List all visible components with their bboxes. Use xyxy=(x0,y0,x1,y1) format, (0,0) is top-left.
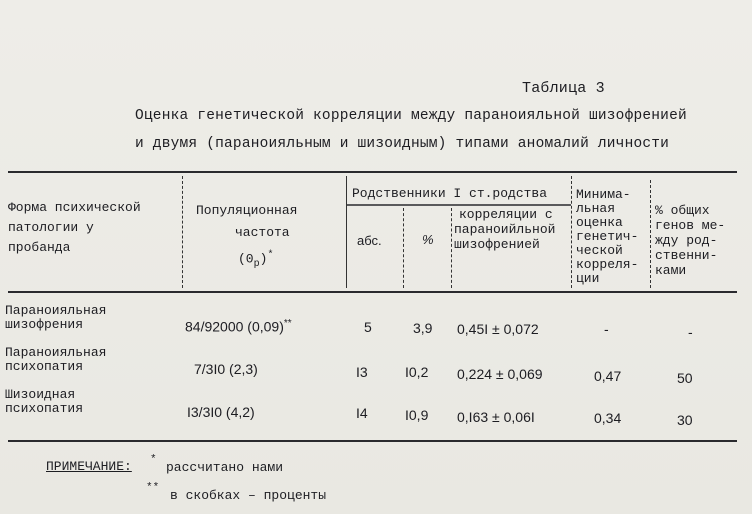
header-genes-line-3: жду род- xyxy=(655,233,718,248)
row-1-form-line-2: шизофрения xyxy=(5,317,84,332)
row-2-abs: I3 xyxy=(356,364,368,380)
header-min-line-1: Минима- xyxy=(576,187,631,202)
header-pct: % xyxy=(422,232,434,247)
row-3-min: 0,34 xyxy=(594,410,622,426)
header-min-line-7: ции xyxy=(576,271,600,286)
header-genes-line-4: ственни- xyxy=(655,248,718,263)
header-genes-line-5: ками xyxy=(655,263,687,278)
header-min-line-6: корреля- xyxy=(576,257,639,272)
table-title-line-1: Оценка генетической корреляции между параноияльной шизофренией xyxy=(135,108,687,124)
row-1-abs: 5 xyxy=(364,319,372,335)
header-min-line-5: ческой xyxy=(576,243,623,258)
header-form-line-3: пробанда xyxy=(8,240,71,255)
header-genes-line-1: % общих xyxy=(655,203,710,218)
row-3-form-line-2: психопатия xyxy=(5,401,84,416)
row-3-freq: I3/3I0 (4,2) xyxy=(187,404,255,420)
row-3-corr: 0,I63 ± 0,06I xyxy=(457,409,535,425)
row-3-form-line-1: Шизоидная xyxy=(5,387,76,402)
table-number: Таблица 3 xyxy=(522,80,605,97)
header-min-line-2: льная xyxy=(576,201,616,216)
header-corr-line-1: корреляции с xyxy=(459,207,553,222)
note-label: ПРИМЕЧАНИЕ: xyxy=(46,459,132,474)
note-mark-1: * xyxy=(150,454,157,466)
header-genes-line-2: генов ме- xyxy=(655,218,726,233)
row-1-form-line-1: Параноияльная xyxy=(5,303,107,318)
row-2-genes: 50 xyxy=(677,370,693,386)
table-title-line-2: и двумя (параноияльным и шизоидным) типами аномалий личности xyxy=(135,136,670,152)
header-min-line-3: оценка xyxy=(576,215,623,230)
col-divider-2 xyxy=(346,176,347,288)
row-1-freq: 84/92000 (0,09)** xyxy=(185,318,292,335)
col-divider-1 xyxy=(182,176,183,288)
row-1-min: - xyxy=(604,321,609,337)
header-form-line-2: патологии у xyxy=(8,220,94,235)
note-mark-2: ** xyxy=(146,482,160,494)
col-divider-5 xyxy=(571,176,572,288)
row-2-pct: I0,2 xyxy=(405,364,429,380)
row-1-pct: 3,9 xyxy=(413,320,433,336)
header-freq-formula: $(0_p)^*$ xyxy=(238,250,274,270)
row-3-pct: I0,9 xyxy=(405,407,429,423)
row-2-min: 0,47 xyxy=(594,368,622,384)
row-2-corr: 0,224 ± 0,069 xyxy=(457,366,543,382)
header-freq-line-2: частота xyxy=(235,225,290,240)
row-3-abs: I4 xyxy=(356,405,368,421)
header-form-line-1: Форма психической xyxy=(8,200,141,215)
header-min-line-4: генетич- xyxy=(576,229,639,244)
row-2-form-line-2: психопатия xyxy=(5,359,84,374)
note-text-2: в скобках – проценты xyxy=(170,488,327,503)
header-corr-line-2: параноийльной xyxy=(454,222,556,237)
col-divider-3 xyxy=(403,208,404,288)
header-relatives: Родственники I ст.родства xyxy=(352,186,548,201)
header-corr-line-3: шизофренией xyxy=(454,237,540,252)
row-1-genes: - xyxy=(688,324,693,340)
note-text-1: рассчитано нами xyxy=(166,460,284,475)
row-2-freq: 7/3I0 (2,3) xyxy=(194,361,258,377)
row-2-form-line-1: Параноияльная xyxy=(5,345,107,360)
row-3-genes: 30 xyxy=(677,412,693,428)
row-1-corr: 0,45I ± 0,072 xyxy=(457,321,539,337)
header-freq-line-1: Популяционная xyxy=(196,203,298,218)
col-divider-4 xyxy=(451,208,452,288)
col-divider-6 xyxy=(650,180,651,288)
header-abs: абс. xyxy=(357,233,382,248)
